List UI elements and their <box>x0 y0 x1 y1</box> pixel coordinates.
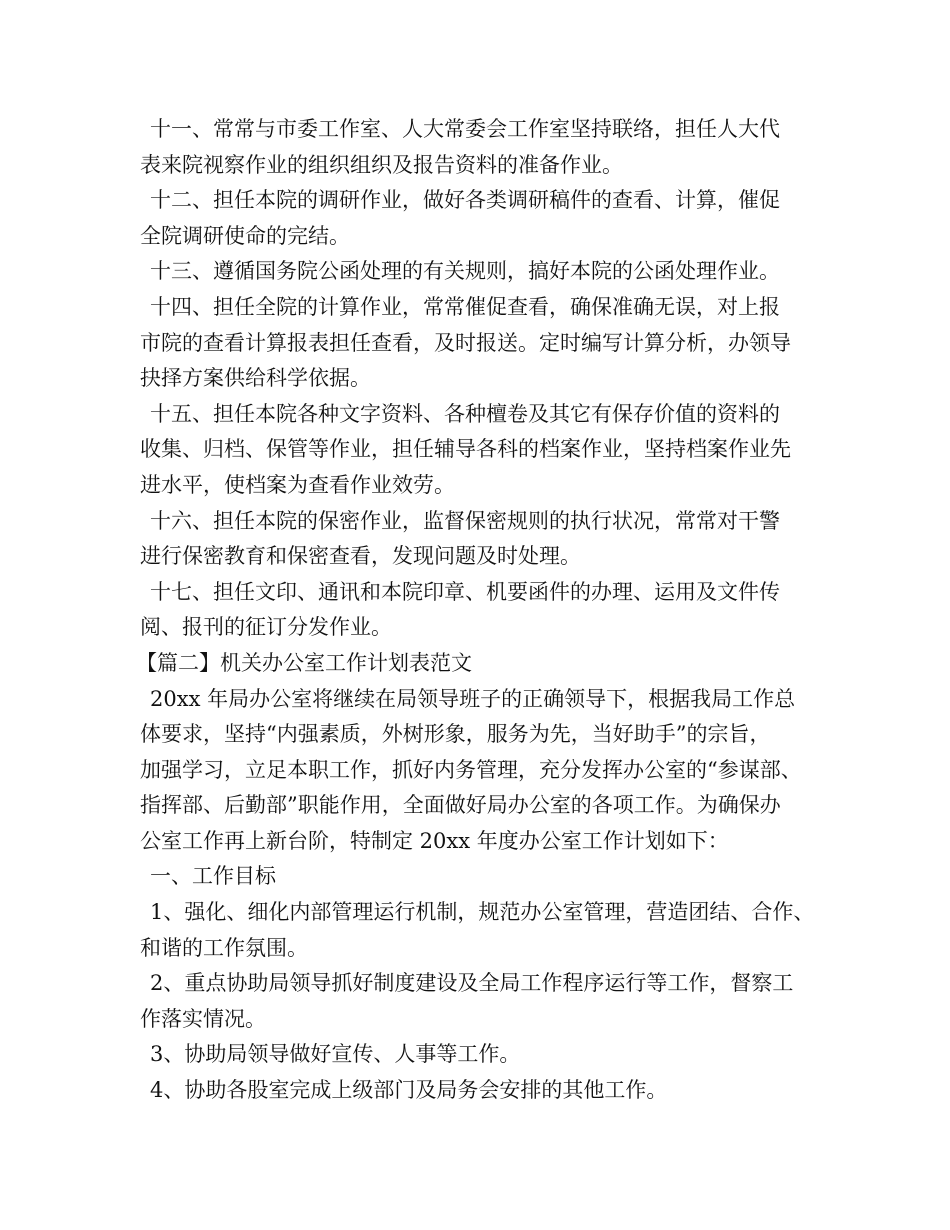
text-line: 十四、担任全院的计算作业，常常催促查看，确保准确无误，对上报 <box>150 294 780 319</box>
text-line: 抉择方案供给科学依据。 <box>140 366 371 391</box>
text-line: 进水平，使档案为查看作业效劳。 <box>140 472 455 497</box>
text-line: 全院调研使命的完结。 <box>140 223 350 248</box>
text-line: 3、协助局领导做好宣传、人事等工作。 <box>150 1042 521 1067</box>
text-line: 十一、常常与市委工作室、人大常委会工作室坚持联络，担任人大代 <box>150 117 780 141</box>
text-line: 十二、担任本院的调研作业，做好各类调研稿件的查看、计算，催促 <box>150 188 780 213</box>
text-line: 4、协助各股室完成上级部门及局务会安排的其他工作。 <box>150 1078 668 1103</box>
text-line: 指挥部、后勤部”职能作用，全面做好局办公室的各项工作。为确保办 <box>140 793 781 818</box>
text-line: 一、工作目标 <box>150 864 276 889</box>
text-line: 体要求，坚持“内强素质，外树形象，服务为先，当好助手”的宗旨， <box>140 722 771 747</box>
text-line: 收集、归档、保管等作业，担任辅导各科的档案作业，坚持档案作业先 <box>140 437 791 462</box>
text-line: 公室工作再上新台阶，特制定 20xx 年度办公室工作计划如下： <box>140 828 729 853</box>
text-line: 市院的查看计算报表担任查看，及时报送。定时编写计算分析，办领导 <box>140 330 791 355</box>
section-heading: 【篇二】机关办公室工作计划表范文 <box>136 650 472 675</box>
text-line: 表来院视察作业的组织组织及报告资料的准备作业。 <box>140 152 623 177</box>
text-line: 加强学习，立足本职工作，抓好内务管理，充分发挥办公室的“参谋部、 <box>140 757 802 782</box>
text-line: 和谐的工作氛围。 <box>140 935 308 960</box>
text-line: 阅、报刊的征订分发作业。 <box>140 615 392 640</box>
text-line: 作落实情况。 <box>140 1006 266 1031</box>
text-line: 十三、遵循国务院公函处理的有关规则，搞好本院的公函处理作业。 <box>150 259 780 284</box>
text-line: 十七、担任文印、通讯和本院印章、机要函件的办理、运用及文件传 <box>150 579 780 604</box>
text-line: 十六、担任本院的保密作业，监督保密规则的执行状况，常常对干警 <box>150 508 780 533</box>
text-line: 十五、担任本院各种文字资料、各种檀卷及其它有保存价值的资料的 <box>150 401 780 426</box>
text-line: 进行保密教育和保密查看，发现问题及时处理。 <box>140 544 581 569</box>
text-line: 20xx 年局办公室将继续在局领导班子的正确领导下，根据我局工作总 <box>150 686 796 711</box>
text-line: 2、重点协助局领导抓好制度建设及全局工作程序运行等工作，督察工 <box>150 971 794 996</box>
document-page <box>136 112 830 1109</box>
text-line: 1、强化、细化内部管理运行机制，规范办公室管理，营造团结、合作、 <box>150 900 815 925</box>
